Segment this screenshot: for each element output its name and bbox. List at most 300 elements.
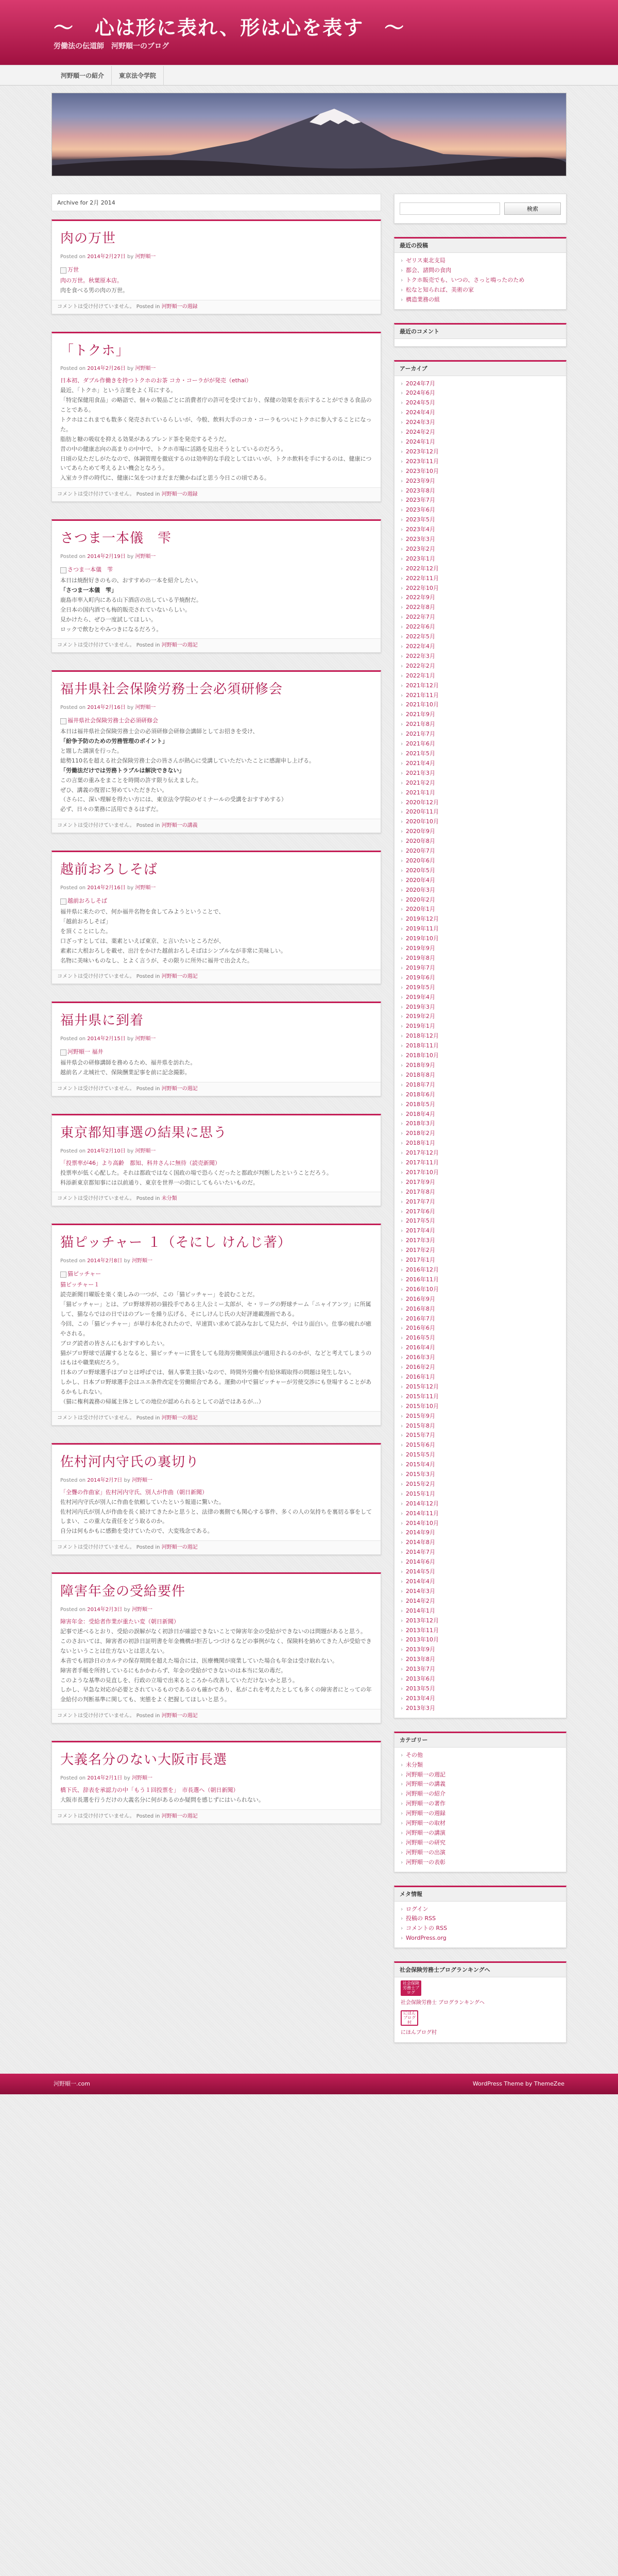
meta-item[interactable] — [401, 1905, 560, 1914]
recent-post-item-link[interactable]: 都会、諸問の食肉 — [406, 266, 451, 274]
site-title[interactable]: 〜 心は形に表れ、形は心を表す 〜 — [54, 16, 405, 39]
archive-item[interactable] — [401, 778, 560, 788]
post-external-link[interactable]: 日本初、ダブル作働きを持つトクホのお茶 コカ・コーラがが発売（ethai） — [60, 377, 252, 384]
post-author-link[interactable]: 河野順一 — [135, 554, 156, 560]
archive-item-link[interactable]: 2013年5月 — [406, 1685, 435, 1692]
archive-item[interactable] — [401, 1626, 560, 1636]
post-category-link[interactable]: 河野順一の週録 — [161, 492, 198, 498]
archive-item-link[interactable]: 2021年4月 — [406, 759, 435, 767]
recent-post-item[interactable] — [401, 256, 560, 266]
search-input[interactable] — [400, 202, 500, 215]
archive-item-link[interactable]: 2019年10月 — [406, 935, 439, 942]
archive-item-link[interactable]: 2015年8月 — [406, 1422, 435, 1429]
archive-item[interactable] — [401, 1041, 560, 1051]
category-item-link[interactable]: 河野順一の週録 — [406, 1810, 445, 1817]
archive-item-link[interactable]: 2017年1月 — [406, 1257, 435, 1264]
archive-item[interactable] — [401, 1158, 560, 1168]
archive-item[interactable] — [401, 1139, 560, 1148]
archive-item[interactable] — [401, 671, 560, 681]
post-external-link[interactable]: 障害年金：受給者作業が重たい変（朝日新聞） — [60, 1618, 179, 1625]
archive-item-link[interactable]: 2016年7月 — [406, 1315, 435, 1322]
archive-item-link[interactable]: 2017年3月 — [406, 1237, 435, 1244]
post-external-link[interactable]: 猫ピッチャー１ — [60, 1281, 100, 1289]
archive-item-link[interactable]: 2017年12月 — [406, 1149, 439, 1157]
archive-item-link[interactable]: 2013年10月 — [406, 1636, 439, 1643]
archive-item[interactable] — [401, 1324, 560, 1333]
ranking-banner-2[interactable] — [401, 2010, 560, 2026]
search-button[interactable]: 検索 — [504, 202, 561, 215]
post-image-link[interactable]: さつま一本儀 雫 — [60, 565, 113, 575]
archive-item[interactable] — [401, 876, 560, 886]
archive-item[interactable] — [401, 1304, 560, 1314]
archive-item[interactable] — [401, 1148, 560, 1158]
archive-item-link[interactable]: 2013年6月 — [406, 1675, 435, 1683]
archive-item-link[interactable]: 2020年12月 — [406, 799, 439, 806]
archive-item-link[interactable]: 2022年8月 — [406, 604, 435, 611]
post-image-link[interactable]: 越前おろしそば — [60, 896, 107, 906]
post-title[interactable]: 東京都知事選の結果に思う — [60, 1125, 228, 1141]
recent-post-item-link[interactable]: 松なと知られば、美術の家 — [406, 286, 474, 293]
meta-item-link[interactable]: 投稿の RSS — [406, 1915, 436, 1922]
archive-item-link[interactable]: 2021年9月 — [406, 711, 435, 718]
archive-item[interactable] — [401, 1022, 560, 1031]
archive-item[interactable] — [401, 1216, 560, 1226]
archive-item[interactable] — [401, 545, 560, 554]
archive-item-link[interactable]: 2015年6月 — [406, 1442, 435, 1449]
archive-item-link[interactable]: 2016年6月 — [406, 1325, 435, 1332]
post-title[interactable]: 障害年金の受給要件 — [60, 1584, 186, 1600]
archive-item-link[interactable]: 2017年5月 — [406, 1217, 435, 1225]
archive-item-link[interactable]: 2019年6月 — [406, 974, 435, 981]
nav-item-school[interactable]: 東京法令学院 — [112, 66, 164, 86]
archive-item-link[interactable]: 2016年2月 — [406, 1364, 435, 1371]
archive-item-link[interactable]: 2018年2月 — [406, 1130, 435, 1137]
archive-item[interactable] — [401, 1382, 560, 1392]
post-category-link[interactable]: 河野順一の週記 — [161, 1086, 198, 1092]
footer-site-name[interactable]: 河野順一.com — [54, 2080, 90, 2088]
post-category-link[interactable]: 河野順一の講義 — [161, 823, 198, 829]
archive-item[interactable] — [401, 993, 560, 1003]
archive-item-link[interactable]: 2022年2月 — [406, 662, 435, 669]
archive-item-link[interactable]: 2019年12月 — [406, 916, 439, 923]
post-title[interactable]: 佐村河内守氏の裏切り — [60, 1454, 200, 1470]
post-title[interactable]: 福井県に到着 — [60, 1013, 144, 1029]
archive-item[interactable] — [401, 769, 560, 778]
archive-item[interactable] — [401, 437, 560, 447]
archive-item[interactable] — [401, 886, 560, 895]
ranking-link-1[interactable]: 社会保険労務士 ブログランキングへ — [401, 2000, 485, 2006]
recent-post-item[interactable] — [401, 295, 560, 305]
post-category-link[interactable]: 河野順一の週録 — [161, 303, 198, 310]
archive-item[interactable] — [401, 1470, 560, 1480]
archive-item-link[interactable]: 2023年11月 — [406, 457, 439, 465]
archive-item[interactable] — [401, 1567, 560, 1577]
archive-item[interactable] — [401, 1606, 560, 1616]
category-item-link[interactable]: 河野順一の表彰 — [406, 1858, 445, 1866]
post-date-link[interactable]: 2014年2月10日 — [87, 1148, 126, 1154]
archive-item-link[interactable]: 2021年6月 — [406, 740, 435, 748]
archive-item[interactable] — [401, 973, 560, 983]
meta-item[interactable] — [401, 1934, 560, 1943]
archive-item[interactable] — [401, 817, 560, 827]
archive-item-link[interactable]: 2014年5月 — [406, 1568, 435, 1575]
post-category-link[interactable]: 河野順一の週記 — [161, 1713, 198, 1719]
post-date-link[interactable]: 2014年2月16日 — [87, 885, 126, 891]
category-item-link[interactable]: 河野順一の取材 — [406, 1820, 445, 1827]
post-category-link[interactable]: 河野順一の週記 — [161, 974, 198, 980]
archive-item[interactable] — [401, 983, 560, 993]
archive-item[interactable] — [401, 1392, 560, 1402]
archive-item-link[interactable]: 2017年9月 — [406, 1178, 435, 1185]
archive-item[interactable] — [401, 730, 560, 739]
post-title[interactable]: 大義名分のない大阪市長選 — [60, 1752, 228, 1768]
archive-item[interactable] — [401, 914, 560, 924]
archive-item[interactable] — [401, 593, 560, 603]
post-author-link[interactable]: 河野順一 — [132, 1258, 153, 1264]
archive-item[interactable] — [401, 1431, 560, 1440]
archive-item[interactable] — [401, 1295, 560, 1304]
archive-item[interactable] — [401, 1168, 560, 1178]
archive-item[interactable] — [401, 1236, 560, 1246]
archive-item[interactable] — [401, 525, 560, 535]
post-date-link[interactable]: 2014年2月27日 — [87, 253, 126, 260]
recent-post-item[interactable] — [401, 285, 560, 295]
archive-item[interactable] — [401, 691, 560, 701]
archive-item[interactable] — [401, 1421, 560, 1431]
post-date-link[interactable]: 2014年2月19日 — [87, 554, 126, 560]
archive-item-link[interactable]: 2023年2月 — [406, 545, 435, 552]
archive-item[interactable] — [401, 700, 560, 710]
post-date-link[interactable]: 2014年2月8日 — [87, 1258, 123, 1264]
archive-item-link[interactable]: 2016年3月 — [406, 1354, 435, 1361]
archive-item-link[interactable]: 2016年4月 — [406, 1344, 435, 1351]
meta-item[interactable] — [401, 1914, 560, 1924]
archive-item[interactable] — [401, 1012, 560, 1022]
post-category-link[interactable]: 未分類 — [161, 1196, 177, 1202]
archive-item-link[interactable]: 2017年10月 — [406, 1168, 439, 1176]
archive-item[interactable] — [401, 1577, 560, 1587]
post-title[interactable]: さつま一本儀 雫 — [60, 531, 172, 547]
archive-item-link[interactable]: 2024年5月 — [406, 399, 435, 406]
post-date-link[interactable]: 2014年2月15日 — [87, 1036, 126, 1042]
archive-item-link[interactable]: 2013年8月 — [406, 1656, 435, 1663]
archive-item-link[interactable]: 2022年3月 — [406, 652, 435, 659]
archive-item-link[interactable]: 2024年7月 — [406, 380, 435, 387]
post-category-link[interactable]: 河野順一の週記 — [161, 642, 198, 649]
archive-item[interactable] — [401, 1450, 560, 1460]
archive-item-link[interactable]: 2019年5月 — [406, 984, 435, 991]
archive-item-link[interactable]: 2020年7月 — [406, 848, 435, 855]
archive-item[interactable] — [401, 1129, 560, 1139]
archive-item[interactable] — [401, 1207, 560, 1217]
archive-item-link[interactable]: 2020年4月 — [406, 876, 435, 884]
archive-item[interactable] — [401, 1402, 560, 1412]
archive-item[interactable] — [401, 934, 560, 944]
post-category-link[interactable]: 河野順一の週記 — [161, 1813, 198, 1819]
archive-item-link[interactable]: 2018年10月 — [406, 1052, 439, 1059]
post-author-link[interactable]: 河野順一 — [135, 253, 156, 260]
archive-item[interactable] — [401, 535, 560, 545]
category-item[interactable] — [401, 1819, 560, 1828]
archive-item[interactable] — [401, 1256, 560, 1265]
archive-item-link[interactable]: 2020年8月 — [406, 838, 435, 845]
archive-item-link[interactable]: 2020年3月 — [406, 886, 435, 893]
archive-item-link[interactable]: 2015年3月 — [406, 1471, 435, 1478]
nav-item-profile[interactable]: 河野順一の紹介 — [54, 66, 112, 86]
archive-item[interactable] — [401, 827, 560, 837]
category-item-link[interactable]: 河野順一の紹介 — [406, 1790, 445, 1798]
post-external-link[interactable]: 「投票率が46」より高齢 都知、科井さんに無待（読売新聞） — [60, 1159, 220, 1166]
archive-item[interactable] — [401, 1090, 560, 1100]
archive-item-link[interactable]: 2018年5月 — [406, 1100, 435, 1108]
archive-item[interactable] — [401, 807, 560, 817]
archive-item[interactable] — [401, 954, 560, 963]
post-title[interactable]: 肉の万世 — [60, 231, 116, 246]
post-author-link[interactable]: 河野順一 — [132, 1607, 153, 1613]
post-author-link[interactable]: 河野順一 — [135, 1036, 156, 1042]
archive-item-link[interactable]: 2019年2月 — [406, 1013, 435, 1020]
meta-item-link[interactable]: コメントの RSS — [406, 1925, 448, 1932]
archive-item-link[interactable]: 2016年11月 — [406, 1276, 439, 1283]
archive-item-link[interactable]: 2019年9月 — [406, 945, 435, 952]
meta-item[interactable] — [401, 1924, 560, 1934]
archive-item-link[interactable]: 2016年9月 — [406, 1295, 435, 1302]
archive-item[interactable] — [401, 759, 560, 769]
archive-item-link[interactable]: 2016年12月 — [406, 1266, 439, 1273]
archive-item[interactable] — [401, 515, 560, 525]
archive-item[interactable] — [401, 398, 560, 408]
archive-item[interactable] — [401, 846, 560, 856]
archive-item[interactable] — [401, 1674, 560, 1684]
archive-item[interactable] — [401, 642, 560, 652]
archive-item-link[interactable]: 2014年3月 — [406, 1587, 435, 1595]
archive-item[interactable] — [401, 1265, 560, 1275]
archive-item-link[interactable]: 2017年2月 — [406, 1247, 435, 1254]
archive-item-link[interactable]: 2014年8月 — [406, 1539, 435, 1546]
post-date-link[interactable]: 2014年2月1日 — [87, 1775, 123, 1782]
archive-item-link[interactable]: 2021年8月 — [406, 721, 435, 728]
category-item[interactable] — [401, 1789, 560, 1799]
archive-item-link[interactable]: 2016年8月 — [406, 1305, 435, 1312]
archive-item[interactable] — [401, 1119, 560, 1129]
archive-item-link[interactable]: 2014年9月 — [406, 1529, 435, 1536]
archive-item-link[interactable]: 2016年5月 — [406, 1334, 435, 1342]
archive-item-link[interactable]: 2015年7月 — [406, 1432, 435, 1439]
archive-item[interactable] — [401, 1655, 560, 1665]
archive-item-link[interactable]: 2015年4月 — [406, 1461, 435, 1468]
archive-item[interactable] — [401, 1314, 560, 1324]
archive-item-link[interactable]: 2021年12月 — [406, 682, 439, 689]
archive-item[interactable] — [401, 1003, 560, 1012]
post-title[interactable]: 越前おろしそば — [60, 862, 158, 878]
archive-item[interactable] — [401, 505, 560, 515]
archive-item[interactable] — [401, 1480, 560, 1489]
archive-item-link[interactable]: 2023年7月 — [406, 497, 435, 504]
archive-item[interactable] — [401, 963, 560, 973]
archive-item[interactable] — [401, 720, 560, 730]
archive-item[interactable] — [401, 924, 560, 934]
post-date-link[interactable]: 2014年2月7日 — [87, 1477, 123, 1483]
category-item[interactable] — [401, 1770, 560, 1780]
archive-item[interactable] — [401, 1051, 560, 1061]
archive-item-link[interactable]: 2024年4月 — [406, 409, 435, 416]
category-item[interactable] — [401, 1751, 560, 1760]
post-author-link[interactable]: 河野順一 — [132, 1477, 153, 1483]
post-external-link[interactable]: 「全聾の作曲家」佐村河内守氏、別人が作曲（朝日新聞） — [60, 1488, 208, 1496]
archive-item[interactable] — [401, 1548, 560, 1557]
archive-item-link[interactable]: 2022年1月 — [406, 672, 435, 679]
archive-item[interactable] — [401, 1197, 560, 1207]
archive-item[interactable] — [401, 584, 560, 594]
archive-item[interactable] — [401, 1587, 560, 1597]
archive-item[interactable] — [401, 457, 560, 467]
archive-item-link[interactable]: 2014年6月 — [406, 1558, 435, 1566]
meta-item-link[interactable]: WordPress.org — [406, 1935, 447, 1942]
post-author-link[interactable]: 河野順一 — [135, 885, 156, 891]
post-title[interactable]: 猫ピッチャー １（そにし けんじ著） — [60, 1235, 291, 1251]
archive-item[interactable] — [401, 1080, 560, 1090]
archive-item[interactable] — [401, 1343, 560, 1353]
archive-item-link[interactable]: 2022年12月 — [406, 565, 439, 572]
post-date-link[interactable]: 2014年2月16日 — [87, 705, 126, 711]
archive-item[interactable] — [401, 1538, 560, 1548]
archive-item-link[interactable]: 2018年8月 — [406, 1071, 435, 1078]
archive-item[interactable] — [401, 798, 560, 808]
archive-item[interactable] — [401, 1246, 560, 1256]
archive-item[interactable] — [401, 837, 560, 846]
archive-item[interactable] — [401, 1226, 560, 1236]
post-date-link[interactable]: 2014年2月26日 — [87, 366, 126, 372]
archive-item[interactable] — [401, 418, 560, 428]
archive-item-link[interactable]: 2020年2月 — [406, 896, 435, 903]
archive-item-link[interactable]: 2021年10月 — [406, 701, 439, 708]
archive-item[interactable] — [401, 1557, 560, 1567]
archive-item-link[interactable]: 2017年4月 — [406, 1227, 435, 1234]
archive-item[interactable] — [401, 1178, 560, 1188]
category-item[interactable] — [401, 1838, 560, 1848]
archive-item[interactable] — [401, 1061, 560, 1071]
archive-item[interactable] — [401, 632, 560, 642]
post-image-link[interactable]: 万世 — [60, 265, 79, 275]
archive-item-link[interactable]: 2023年9月 — [406, 477, 435, 484]
archive-item[interactable] — [401, 681, 560, 691]
category-item-link[interactable]: 河野順一の講演 — [406, 1829, 445, 1836]
archive-item[interactable] — [401, 1285, 560, 1295]
archive-item-link[interactable]: 2020年10月 — [406, 818, 439, 825]
archive-item[interactable] — [401, 1694, 560, 1704]
archive-item-link[interactable]: 2017年11月 — [406, 1159, 439, 1166]
archive-item-link[interactable]: 2013年9月 — [406, 1646, 435, 1653]
archive-item[interactable] — [401, 749, 560, 759]
archive-item[interactable] — [401, 554, 560, 564]
category-item[interactable] — [401, 1858, 560, 1868]
archive-item-link[interactable]: 2022年5月 — [406, 633, 435, 640]
archive-item[interactable] — [401, 1440, 560, 1450]
archive-item-link[interactable]: 2023年12月 — [406, 448, 439, 455]
archive-item-link[interactable]: 2024年3月 — [406, 419, 435, 426]
archive-item-link[interactable]: 2021年3月 — [406, 769, 435, 776]
archive-item-link[interactable]: 2013年4月 — [406, 1694, 435, 1702]
archive-item-link[interactable]: 2015年1月 — [406, 1490, 435, 1497]
archive-item[interactable] — [401, 856, 560, 866]
archive-item[interactable] — [401, 1188, 560, 1197]
archive-item-link[interactable]: 2014年1月 — [406, 1607, 435, 1614]
category-item[interactable] — [401, 1760, 560, 1770]
post-author-link[interactable]: 河野順一 — [135, 366, 156, 372]
archive-item-link[interactable]: 2018年3月 — [406, 1120, 435, 1127]
archive-item[interactable] — [401, 905, 560, 914]
archive-item-link[interactable]: 2014年2月 — [406, 1597, 435, 1604]
recent-post-item-link[interactable]: トクホ販売でも、いつの、さっと鳴ったのため — [406, 276, 525, 283]
archive-item-link[interactable]: 2022年7月 — [406, 614, 435, 621]
archive-item-link[interactable]: 2018年1月 — [406, 1140, 435, 1147]
archive-item-link[interactable]: 2018年6月 — [406, 1091, 435, 1098]
archive-item-link[interactable]: 2023年5月 — [406, 516, 435, 523]
archive-item[interactable] — [401, 1489, 560, 1499]
archive-item[interactable] — [401, 1499, 560, 1509]
archive-item[interactable] — [401, 1372, 560, 1382]
archive-item-link[interactable]: 2024年1月 — [406, 438, 435, 445]
archive-item[interactable] — [401, 1616, 560, 1626]
archive-item[interactable] — [401, 1528, 560, 1538]
archive-item-link[interactable]: 2015年2月 — [406, 1480, 435, 1487]
category-item-link[interactable]: 河野順一の出演 — [406, 1849, 445, 1856]
post-author-link[interactable]: 河野順一 — [135, 705, 156, 711]
archive-item[interactable] — [401, 388, 560, 398]
archive-item-link[interactable]: 2019年4月 — [406, 993, 435, 1001]
archive-item[interactable] — [401, 1031, 560, 1041]
archive-item-link[interactable]: 2017年7月 — [406, 1198, 435, 1205]
ranking-banner-1[interactable] — [401, 1980, 560, 1996]
archive-item-link[interactable]: 2022年9月 — [406, 594, 435, 601]
category-item-link[interactable]: 未分類 — [406, 1761, 423, 1768]
category-item-link[interactable]: 河野順一の週記 — [406, 1771, 445, 1778]
archive-item-link[interactable]: 2022年11月 — [406, 574, 439, 582]
archive-item-link[interactable]: 2023年1月 — [406, 555, 435, 562]
archive-item-link[interactable]: 2020年5月 — [406, 867, 435, 874]
archive-item[interactable] — [401, 866, 560, 876]
archive-item-link[interactable]: 2013年12月 — [406, 1617, 439, 1624]
archive-item[interactable] — [401, 944, 560, 954]
archive-item-link[interactable]: 2021年11月 — [406, 691, 439, 699]
archive-item[interactable] — [401, 652, 560, 662]
archive-item[interactable] — [401, 1110, 560, 1120]
archive-item-link[interactable]: 2021年7月 — [406, 731, 435, 738]
archive-item-link[interactable]: 2022年10月 — [406, 584, 439, 591]
post-author-link[interactable]: 河野順一 — [132, 1775, 153, 1782]
archive-item-link[interactable]: 2014年4月 — [406, 1578, 435, 1585]
archive-item[interactable] — [401, 895, 560, 905]
archive-item[interactable] — [401, 1519, 560, 1529]
post-category-link[interactable]: 河野順一の週記 — [161, 1545, 198, 1551]
archive-item[interactable] — [401, 1412, 560, 1421]
post-category-link[interactable]: 河野順一の週記 — [161, 1415, 198, 1421]
footer-theme-credit[interactable]: WordPress Theme by ThemeZee — [472, 2080, 564, 2088]
archive-item[interactable] — [401, 1635, 560, 1645]
archive-item-link[interactable]: 2020年9月 — [406, 828, 435, 835]
archive-item-link[interactable]: 2016年1月 — [406, 1373, 435, 1380]
post-image-link[interactable]: 猫ピッチャー — [60, 1269, 101, 1279]
archive-item[interactable] — [401, 564, 560, 574]
archive-item-link[interactable]: 2021年2月 — [406, 779, 435, 786]
archive-item-link[interactable]: 2019年1月 — [406, 1023, 435, 1030]
archive-item-link[interactable]: 2014年11月 — [406, 1510, 439, 1517]
archive-item-link[interactable]: 2015年5月 — [406, 1451, 435, 1459]
archive-item-link[interactable]: 2023年4月 — [406, 526, 435, 533]
archive-item-link[interactable]: 2013年11月 — [406, 1626, 439, 1634]
archive-item[interactable] — [401, 486, 560, 496]
archive-item-link[interactable]: 2019年11月 — [406, 925, 439, 933]
